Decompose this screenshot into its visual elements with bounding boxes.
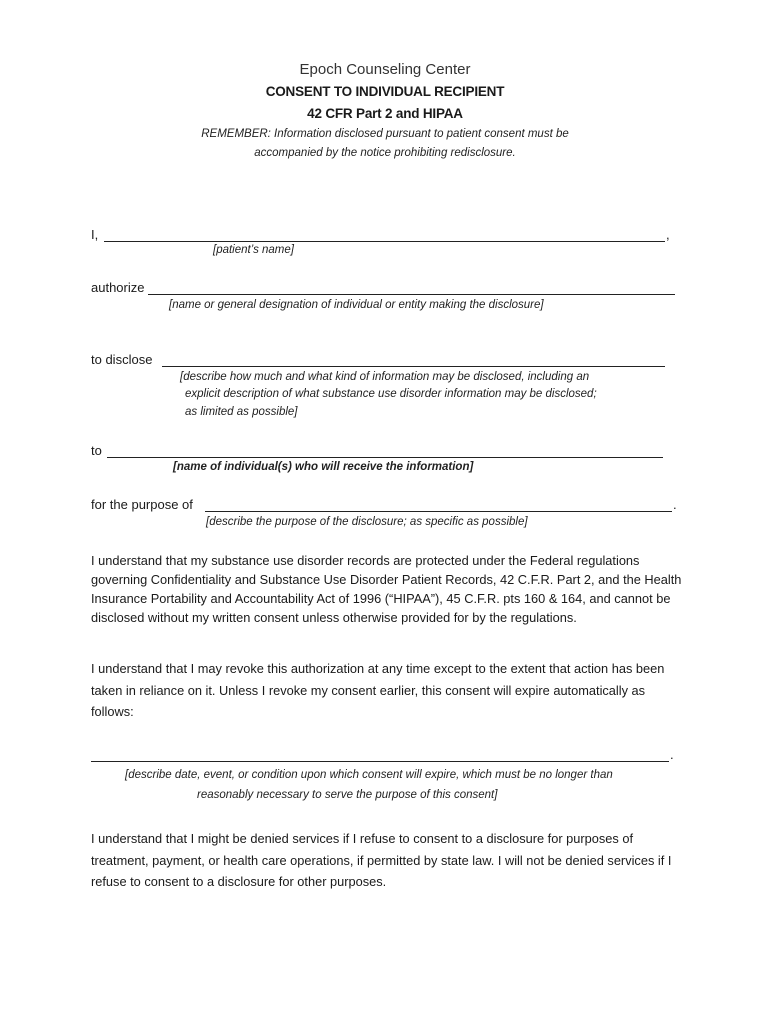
expiration-suffix: . [670,747,674,762]
form-subtitle: 42 CFR Part 2 and HIPAA [307,106,463,121]
authorize-hint: [name or general designation of individual or entity making the disclosure] [169,299,544,311]
expiration-hint-line-1: [describe date, event, or condition upon which consent will expire, which must be no longer than [125,769,613,781]
reminder-line-2: accompanied by the notice prohibiting redisclosure. [254,147,516,159]
recipient-field[interactable] [107,457,663,458]
form-title: CONSENT TO INDIVIDUAL RECIPIENT [265,84,505,99]
purpose-hint: [describe the purpose of the disclosure; as specific as possible] [206,516,528,528]
expiration-field[interactable] [91,761,669,762]
authorize-label: authorize [91,280,145,295]
disclose-hint-line-2: explicit description of what substance use disorder information may be disclosed; [185,388,597,400]
disclose-label: to disclose [91,352,153,367]
protection-paragraph: I understand that my substance use disorder records are protected under the Federal regulations governing Confidentiality and Substance Use Disorder Patient Records, 42 C.F.R. Part 2, and the Health Insurance Portability and Accountability Act of 1996 (“HIPAA”), 45 C.F.R. pts 160 & 164, and cannot be disclosed without my written consent unless otherwise provided for by the regulations. [91,553,682,625]
disclose-hint-line-1: [describe how much and what kind of information may be disclosed, including an [180,371,590,383]
patient-name-field[interactable] [104,241,665,242]
reminder-line-1: REMEMBER: Information disclosed pursuant to patient consent must be [201,128,569,140]
purpose-suffix: . [673,497,677,512]
revocation-paragraph: I understand that I may revoke this authorization at any time except to the extent that action has been taken in reliance on it. Unless I revoke my consent earlier, this consent will expire automatically as follows: [91,661,665,719]
patient-suffix: , [666,227,670,242]
expiration-hint-line-2: reasonably necessary to serve the purpose of this consent] [197,789,498,801]
purpose-label: for the purpose of [91,497,193,512]
recipient-hint: [name of individual(s) who will receive the information] [173,461,474,473]
denial-paragraph: I understand that I might be denied services if I refuse to consent to a disclosure for purposes of treatment, payment, or health care operations, if permitted by state law. I will not be denied services if I refuse to consent to a disclosure for other purposes. [91,831,672,889]
disclose-field[interactable] [162,366,665,367]
authorize-field[interactable] [148,294,675,295]
patient-prefix: I, [91,227,99,242]
disclose-hint-line-3: as limited as possible] [185,406,298,418]
recipient-label: to [91,443,102,458]
purpose-field[interactable] [205,511,672,512]
patient-name-hint: [patient’s name] [213,244,294,256]
organization-name: Epoch Counseling Center [299,61,471,78]
